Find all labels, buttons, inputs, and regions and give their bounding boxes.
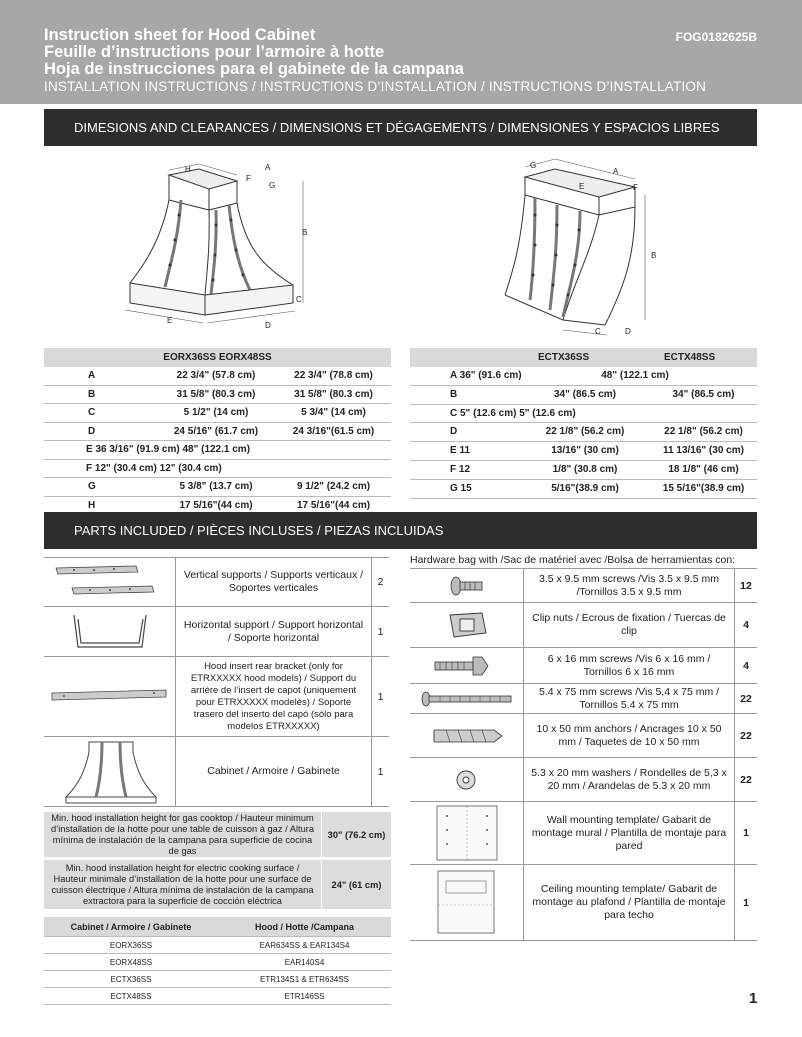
row-key: E 36 3/16" (91.9 cm) 48" (122.1 cm)	[86, 444, 251, 455]
row-value: 13/16" (30 cm)	[551, 445, 619, 457]
hardware-list	[410, 568, 757, 940]
dimension-table-eorx	[44, 348, 391, 515]
row-value: 34" (86.5 cm)	[672, 388, 735, 400]
table-row	[410, 423, 757, 442]
table-row	[44, 423, 391, 442]
row-key: C 5" (12.6 cm) 5" (12.6 cm)	[450, 407, 576, 419]
row-value: 22 3/4" (57.8 cm)	[176, 370, 256, 381]
diagram-left-label-b: B	[302, 228, 308, 237]
row-key: G 15	[450, 482, 472, 494]
title-es: Hoja de instrucciones para el gabinete de la campana	[44, 60, 464, 78]
table-row: EORX36SS EAR634SS & EAR134S4	[44, 937, 391, 954]
subtitle: INSTALLATION INSTRUCTIONS / INSTRUCTIONS D’INSTALLATION / INSTRUCTIONS D’INSTALLATION	[44, 79, 707, 94]
diagram-right-label-f: F	[633, 183, 638, 192]
row-value: 15 5/16"(38.9 cm)	[662, 482, 745, 494]
page-number: 1	[749, 990, 758, 1007]
diagram-right-label-g: G	[530, 161, 537, 170]
row-value: 24 5/16" (61.7 cm)	[173, 425, 259, 437]
diagram-left-label-a: A	[265, 163, 271, 172]
table-row	[44, 460, 391, 479]
row-value: 34" (86.5 cm)	[554, 388, 616, 400]
list-item: 3.5 x 9.5 mm screws /Vis 3.5 x 9.5 mm /Tornillos 3.5 x 9.5 mm 12	[410, 569, 757, 603]
table-row	[410, 442, 757, 461]
diagram-left-label-g: G	[269, 181, 276, 190]
parts-section-bar: PARTS INCLUDED / PIÈCES INCLUSES / PIEZAS INCLUIDAS	[44, 512, 757, 549]
table-row	[410, 367, 757, 386]
table-row: ECTX36SS ETR134S1 & ETR634SS	[44, 971, 391, 988]
rear-bracket-icon	[44, 657, 176, 737]
diagram-left-label-c: C	[296, 295, 302, 304]
row-value: 1/8" (30.8 cm)	[552, 463, 618, 475]
vertical-supports-icon	[44, 558, 176, 608]
anchor-icon	[410, 714, 524, 758]
row-value: 18 1/8" (46 cm)	[668, 463, 739, 475]
small-screw-icon	[410, 569, 524, 603]
list-item: 5.3 x 20 mm washers / Rondelles de 5,3 x 20 mm / Arandelas de 5.3 x 20 mm 22	[410, 758, 757, 802]
row-key: F 12" (30.4 cm) 12" (30.4 cm)	[86, 462, 222, 474]
clip-nut-icon	[410, 603, 524, 648]
table-row	[44, 404, 391, 423]
header-banner	[0, 0, 802, 104]
table-row	[410, 405, 757, 424]
list-item: 10 x 50 mm anchors / Ancrages 10 x 50 mm / Taquetes de 10 x 50 mm 22	[410, 714, 757, 758]
horizontal-support-icon	[44, 607, 176, 657]
ceiling-template-icon	[410, 865, 524, 941]
row-key: E 11	[450, 445, 471, 457]
list-item: Wall mounting template/ Gabarit de montage mural / Plantilla de montaje para pared 1	[410, 802, 757, 865]
row-value: 22 1/8" (56.2 cm)	[664, 426, 743, 438]
table-row	[44, 441, 391, 460]
table-row: EORX48SS EAR140S4	[44, 954, 391, 971]
row-key: C	[88, 407, 96, 418]
list-item: Hood insert rear bracket (only for ETRXXXXX hood models) / Support du arrière de l’insert de capot (uniquement pour ETRXXXXX modelès) / Soporte trasero del inserto del capó (sólo para modelos ETRXXXXX) 1	[44, 657, 389, 737]
dimension-table-ectx	[410, 348, 757, 499]
table-row	[44, 386, 391, 405]
row-value: 5 3/4" (14 cm)	[301, 407, 366, 418]
table-row	[410, 480, 757, 499]
hardware-title: Hardware bag with /Sac de matériel avec /Bolsa de herramientas con:	[410, 554, 736, 566]
title-en: Instruction sheet for Hood Cabinet	[44, 26, 316, 44]
row-value: 17 5/16"(44 cm)	[179, 499, 253, 511]
diagram-left-label-h: H	[185, 165, 191, 174]
hood-diagram-ectx	[495, 155, 675, 340]
list-item: 6 x 16 mm screws /Vis 6 x 16 mm / Tornillos 6 x 16 mm 4	[410, 648, 757, 684]
table-header: ECTX36SS ECTX48SS	[410, 348, 757, 367]
row-key: G	[88, 481, 96, 492]
row-value: 5/16"(38.9 cm)	[551, 482, 619, 494]
diagram-right-label-d: D	[625, 327, 631, 336]
wall-template-icon	[410, 802, 524, 865]
row-key: A	[88, 370, 96, 381]
list-item: Horizontal support / Support horizontal / Soporte horizontal 1	[44, 607, 389, 657]
list-item: Clip nuts / Ecrous de fixation / Tuercas de clip 4	[410, 603, 757, 648]
diagram-right-label-a: A	[613, 167, 619, 176]
list-item: Ceiling mounting template/ Gabarit de montage au plafond / Plantilla de montaje para techo 1	[410, 865, 757, 941]
row-value: 5 1/2" (14 cm)	[183, 407, 249, 418]
row-value: 22 3/4" (78.8 cm)	[294, 370, 373, 381]
diagram-right-label-b: B	[651, 251, 657, 260]
row-value: 22 1/8" (56.2 cm)	[545, 426, 625, 438]
row-key: F 12	[450, 463, 471, 475]
diagram-right-label-e: E	[579, 182, 585, 191]
diagram-left-label-e: E	[167, 316, 173, 325]
diagram-left-label-d: D	[265, 321, 271, 330]
hex-screw-icon	[410, 648, 524, 684]
table-row	[410, 386, 757, 405]
row-key: D	[450, 426, 458, 438]
dimensions-section-bar: DIMESIONS AND CLEARANCES / DIMENSIONS ET DÉGAGEMENTS / DIMENSIONES Y ESPACIOS LIBRES	[44, 109, 757, 146]
list-item: Vertical supports / Supports verticaux / Soportes verticales 2	[44, 557, 389, 607]
row-value: 31 5/8" (80.3 cm)	[176, 388, 256, 400]
list-item: 5.4 x 75 mm screws /Vis 5,4 x 75 mm / Tornillos 5.4 x 75 mm 22	[410, 684, 757, 714]
title-fr: Feuille d’instructions pour l’armoire à hotte	[44, 43, 385, 61]
diagram-right-label-c: C	[595, 327, 601, 336]
table-row	[410, 461, 757, 480]
table-row: ECTX48SS ETR146SS	[44, 988, 391, 1005]
row-value: 11 13/16" (30 cm)	[663, 445, 744, 457]
row-key: D	[88, 425, 96, 437]
min-height-gas: Min. hood installation height for gas cooktop / Hauteur minimum d’installation de la hotte pour une table de cuisson à gaz / Altura mínima de instalación de la campana para superficie de cocina de gas 30" (76.2 cm)	[44, 812, 391, 858]
row-value: 5 3/8" (13.7 cm)	[179, 481, 253, 492]
cabinet-icon	[44, 737, 176, 807]
table-row	[44, 367, 391, 386]
row-key: H	[88, 499, 96, 511]
document-code: FOG0182625B	[675, 30, 757, 44]
row-key: B	[450, 388, 458, 400]
row-value: 48" (122.1 cm)	[601, 370, 669, 381]
parts-list	[44, 557, 389, 807]
washer-icon	[410, 758, 524, 802]
row-value: 17 5/16"(44 cm)	[296, 499, 371, 511]
table-header: EORX36SS EORX48SS	[44, 348, 391, 367]
table-header: Cabinet / Armoire / Gabinete Hood / Hotte /Campana	[44, 917, 391, 937]
hood-diagram-eorx	[115, 155, 315, 340]
row-key: A 36" (91.6 cm)	[450, 370, 522, 381]
diagram-left-label-f: F	[246, 174, 251, 183]
long-screw-icon	[410, 684, 524, 714]
list-item: Cabinet / Armoire / Gabinete 1	[44, 737, 389, 807]
row-value: 31 5/8" (80.3 cm)	[294, 388, 373, 400]
row-value: 9 1/2" (24.2 cm)	[296, 481, 371, 492]
table-row	[44, 478, 391, 497]
row-key: B	[88, 388, 96, 400]
min-height-electric: Min. hood installation height for electric cooking surface / Hauteur minimale d’installation de la hotte pour une surface de cuisson électrique / Altura mínima de instalación de la campana extractora para la superficie de cocción eléctrica 24" (61 cm)	[44, 860, 391, 910]
row-value: 24 3/16"(61.5 cm)	[292, 425, 375, 437]
